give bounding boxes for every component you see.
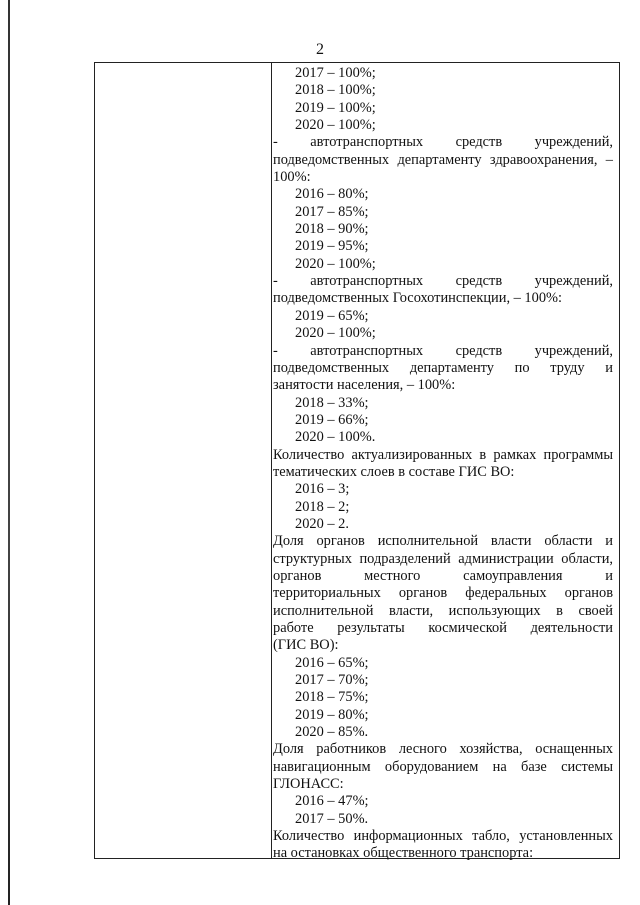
text-line: территориальных органов федеральных органов — [273, 585, 613, 602]
year-value-line: 2018 – 75%; — [295, 689, 369, 706]
text-line: ГЛОНАСС: — [273, 776, 344, 793]
year-value-line: 2020 – 85%. — [295, 724, 369, 741]
page-edge-shadow — [8, 0, 10, 905]
text-line: Количество информационных табло, установленных — [273, 828, 613, 845]
text-line: Доля органов исполнительной власти области и — [273, 533, 613, 550]
year-value-line: 2019 – 100%; — [295, 99, 376, 116]
text-line: на остановках общественного транспорта: — [273, 845, 534, 862]
year-value-line: 2020 – 100%; — [295, 325, 376, 342]
text-line: 100%: — [273, 169, 311, 186]
text-line: органов местного самоуправления и — [273, 567, 613, 584]
year-value-line: 2017 – 85%; — [295, 203, 369, 220]
text-line: исполнительной власти, использующих в своей — [273, 602, 613, 619]
year-value-line: 2017 – 70%; — [295, 672, 369, 689]
year-value-line: 2020 – 100%. — [295, 429, 376, 446]
column-divider — [271, 63, 272, 858]
text-line: тематических слоев в составе ГИС ВО: — [273, 463, 515, 480]
year-value-line: 2019 – 95%; — [295, 238, 369, 255]
text-line: - автотранспортных средств учреждений, — [273, 273, 613, 290]
year-value-line: 2019 – 66%; — [295, 411, 369, 428]
text-line: подведомственных департаменту по труду и — [273, 359, 613, 376]
text-line: навигационным оборудованием на базе системы — [273, 758, 613, 775]
year-value-line: 2016 – 65%; — [295, 654, 369, 671]
year-value-line: 2017 – 100%; — [295, 65, 376, 81]
year-value-line: 2020 – 100%; — [295, 117, 376, 134]
year-value-line: 2019 – 80%; — [295, 706, 369, 723]
year-value-line: 2017 – 50%. — [295, 810, 369, 827]
text-line: работе результаты космической деятельности — [273, 620, 613, 636]
indicator-cell — [273, 65, 613, 862]
text-line: занятости населения, – 100%: — [273, 377, 456, 394]
page-number: 2 — [316, 41, 324, 58]
document-table — [94, 62, 620, 862]
text-line: Количество актуализированных в рамках программы — [273, 446, 613, 463]
year-value-line: 2018 – 33%; — [295, 394, 369, 411]
text-line: Доля работников лесного хозяйства, оснащенных — [273, 741, 613, 758]
text-line: подведомственных Госохотинспекции, – 100%: — [273, 290, 563, 307]
text-line: - автотранспортных средств учреждений, — [273, 134, 613, 151]
text-line: (ГИС ВО): — [273, 637, 339, 654]
year-value-line: 2019 – 65%; — [295, 307, 369, 324]
text-line: структурных подразделений администрации области, — [273, 550, 613, 567]
year-value-line: 2016 – 47%; — [295, 793, 369, 810]
text-line: - автотранспортных средств учреждений, — [273, 342, 613, 359]
year-value-line: 2020 – 2. — [295, 515, 349, 532]
year-value-line: 2016 – 3; — [295, 481, 350, 498]
year-value-line: 2020 – 100%; — [295, 255, 376, 272]
year-value-line: 2016 – 80%; — [295, 186, 369, 203]
year-value-line: 2018 – 90%; — [295, 221, 369, 238]
year-value-line: 2018 – 100%; — [295, 82, 376, 99]
year-value-line: 2018 – 2; — [295, 498, 350, 515]
text-line: подведомственных департаменту здравоохранения, – — [273, 151, 613, 168]
